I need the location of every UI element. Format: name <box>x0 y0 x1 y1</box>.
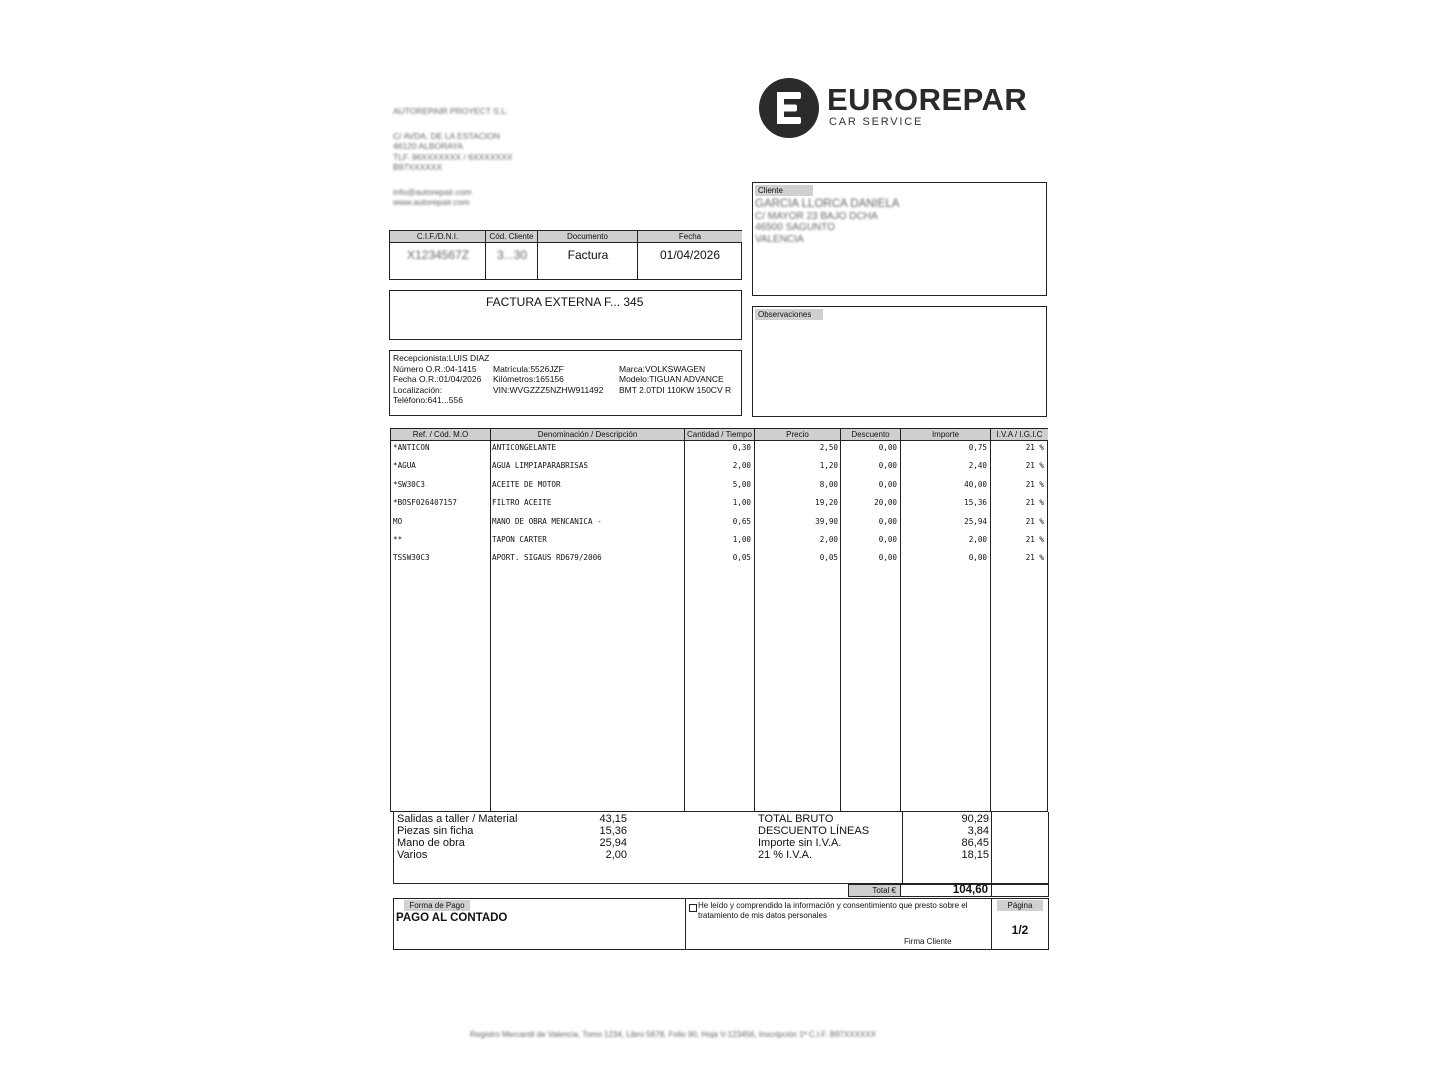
totals-value: 18,15 <box>961 849 989 861</box>
totals-label: Importe sin I.V.A. <box>758 837 842 849</box>
summary-row <box>397 849 627 861</box>
item-amount: 0,00 <box>968 553 987 563</box>
fecha-value: 01/04/2026 <box>659 248 721 262</box>
item-description: ACEITE DE MOTOR <box>492 479 561 489</box>
table-row <box>391 534 1048 548</box>
item-price: 2,00 <box>819 535 838 544</box>
item-description: APORT. SIGAUS RD679/2006 <box>492 553 602 563</box>
motor: BMT 2.0TDI 110KW 150CV R <box>619 384 732 395</box>
item-quantity: 1,00 <box>732 535 751 544</box>
invoice-title: FACTURA EXTERNA F... 345 <box>486 295 644 309</box>
header-precio: Precio <box>755 429 841 441</box>
summary-label: Mano de obra <box>397 837 465 849</box>
company-info <box>393 106 623 208</box>
summary-right-values <box>903 813 989 861</box>
header-cantidad: Cantidad / Tiempo <box>685 429 755 441</box>
table-row <box>391 552 1048 566</box>
item-discount: 0,00 <box>878 443 897 452</box>
header-descripcion: Denominación / Descripción <box>491 429 685 441</box>
item-quantity: 0,65 <box>732 516 751 526</box>
header-documento: Documento <box>538 231 638 243</box>
vehicle-box <box>389 350 742 416</box>
observaciones-box <box>752 306 1047 417</box>
summary-label: Piezas sin ficha <box>397 825 474 837</box>
item-description: FILTRO ACEITE <box>492 498 552 508</box>
consent-checkbox[interactable] <box>689 904 697 912</box>
document-info-table <box>389 230 742 280</box>
total-value: 104,60 <box>952 884 988 896</box>
item-discount: 0,00 <box>878 535 897 544</box>
table-row <box>391 497 1048 511</box>
header-fecha: Fecha <box>638 231 742 243</box>
summary-box <box>393 812 1049 884</box>
summary-left <box>397 813 627 861</box>
item-discount: 20,00 <box>874 498 897 508</box>
recepcionista: Recepcionista:LUIS DIAZ <box>393 353 490 363</box>
modelo: Modelo:TIGUAN ADVANCE <box>619 374 724 385</box>
item-quantity: 2,00 <box>732 461 751 471</box>
summary-value: 43,15 <box>599 813 627 825</box>
item-vat: 21 % <box>1025 498 1044 508</box>
item-ref: *AGUA <box>393 461 416 471</box>
item-amount: 2,00 <box>968 535 987 544</box>
summary-row <box>397 825 627 837</box>
item-price: 8,00 <box>819 479 838 489</box>
fecha-or: Fecha O.R.:01/04/2026 <box>393 374 482 385</box>
client-line: C/ MAYOR 23 BAJO DCHA <box>755 210 878 222</box>
item-vat: 21 % <box>1025 516 1044 526</box>
item-ref: ** <box>393 535 403 544</box>
consent-line-2: tratamiento de mis datos personales <box>698 911 827 920</box>
client-line: VALENCIA <box>755 233 804 245</box>
item-discount: 0,00 <box>878 516 897 526</box>
item-vat: 21 % <box>1025 479 1044 489</box>
totals-label: TOTAL BRUTO <box>758 813 834 825</box>
total-label: Total € <box>872 886 896 895</box>
item-amount: 2,40 <box>968 461 987 471</box>
item-ref: MO <box>393 516 403 526</box>
vin: VIN:WVGZZZ5NZHW911492 <box>493 384 604 395</box>
numero-or: Número O.R.:04-1415 <box>393 363 477 374</box>
table-row <box>391 460 1048 474</box>
item-quantity: 1,00 <box>732 498 751 508</box>
item-amount: 0,75 <box>968 443 987 452</box>
observaciones-label: Observaciones <box>755 309 823 320</box>
item-price: 0,05 <box>819 553 838 563</box>
summary-value: 25,94 <box>599 837 627 849</box>
eurorepar-logo-icon <box>757 76 821 140</box>
payment-label: Forma de Pago <box>404 900 470 911</box>
item-vat: 21 % <box>1025 443 1044 452</box>
total-value-box <box>900 884 992 897</box>
client-line: GARCIA LLORCA DANIELA <box>755 198 900 210</box>
company-line: info@autorepair.com <box>393 186 472 197</box>
client-box <box>752 182 1047 296</box>
totals-label: DESCUENTO LÍNEAS <box>758 825 870 837</box>
summary-label: Varios <box>397 849 428 861</box>
summary-label: Salidas a taller / Material <box>397 813 518 825</box>
item-ref: *ANTICON <box>393 443 430 452</box>
company-line: B97XXXXXX <box>393 162 443 172</box>
consent-box <box>685 898 992 950</box>
header-importe: Importe <box>901 429 991 441</box>
total-empty-box <box>991 884 1049 897</box>
client-address <box>755 199 899 245</box>
totals-value: 86,45 <box>961 837 989 849</box>
total-label-box <box>848 884 901 897</box>
item-discount: 0,00 <box>878 553 897 563</box>
totals-label: 21 % I.V.A. <box>758 849 813 861</box>
summary-row <box>397 837 627 849</box>
telefono: Teléfono:641...556 <box>393 395 463 406</box>
header-ref: Ref. / Cód. M.O <box>391 429 491 441</box>
vehicle-left-col <box>393 353 489 406</box>
summary-right-labels <box>758 813 869 861</box>
item-vat: 21 % <box>1025 461 1044 471</box>
totals-value: 90,29 <box>961 813 989 825</box>
item-vat: 21 % <box>1025 535 1044 544</box>
consent-line-1: He leído y comprendido la información y consentimiento que presto sobre el <box>698 901 968 910</box>
summary-value: 15,36 <box>599 825 627 837</box>
company-line: TLF. 96XXXXXXX / 6XXXXXXX <box>393 151 513 162</box>
company-line: AUTOREPAIR PROYECT S.L. <box>393 106 509 116</box>
item-discount: 0,00 <box>878 461 897 471</box>
item-description: AGUA LIMPIAPARABRISAS <box>492 461 589 471</box>
item-amount: 15,36 <box>964 498 987 508</box>
item-vat: 21 % <box>1025 553 1044 563</box>
summary-value: 2,00 <box>605 849 627 861</box>
item-ref: TSSW30C3 <box>393 553 430 563</box>
item-ref: *BOSF026407157 <box>393 498 458 508</box>
table-row <box>391 516 1048 530</box>
marca: Marca:VOLKSWAGEN <box>619 363 706 374</box>
kilometros: Kilómetros:165156 <box>493 374 564 385</box>
signature-label: Firma Cliente <box>904 937 952 946</box>
items-table <box>390 428 1048 812</box>
client-line: 46500 SAGUNTO <box>755 222 835 233</box>
vehicle-mid-col <box>493 364 603 396</box>
localizacion: Localización: <box>393 384 443 395</box>
vehicle-right-col <box>619 364 731 396</box>
documento-value: Factura <box>567 248 609 262</box>
header-iva: I.V.A / I.G.I.C <box>991 429 1048 441</box>
brand-name: EUROREPAR <box>827 82 1028 117</box>
client-label: Cliente <box>755 185 813 196</box>
item-description: ANTICONGELANTE <box>492 443 557 452</box>
footer-registry: Registro Mercantil de Valencia, Tomo 1234, Libro 5678, Folio 90, Hoja V-123456, Inscripción 1ª C.I.F. B97XXXXXX <box>470 1030 876 1039</box>
brand-sub: CAR SERVICE <box>829 116 924 128</box>
item-ref: *SW30C3 <box>393 479 426 489</box>
item-amount: 40,00 <box>964 479 987 489</box>
summary-row <box>397 813 627 825</box>
item-quantity: 5,00 <box>732 479 751 489</box>
item-price: 1,20 <box>819 461 838 471</box>
item-description: TAPON CARTER <box>492 535 547 544</box>
payment-value: PAGO AL CONTADO <box>396 912 508 924</box>
company-line: C/ AVDA. DE LA ESTACION <box>393 130 500 141</box>
item-price: 39,90 <box>815 516 838 526</box>
page-number: 1/2 <box>1011 923 1029 937</box>
item-amount: 25,94 <box>964 516 987 526</box>
cod-cliente-value: 3...30 <box>496 248 528 262</box>
header-descuento: Descuento <box>841 429 901 441</box>
page-box <box>991 898 1049 950</box>
payment-box <box>393 898 686 950</box>
invoice-title-box <box>389 290 742 340</box>
table-row <box>391 442 1048 456</box>
eurorepar-logo <box>757 76 1047 140</box>
item-description: MANO DE OBRA MENCANICA - <box>492 516 602 526</box>
matricula: Matrícula:5526JZF <box>493 363 564 374</box>
item-quantity: 0,05 <box>732 553 751 563</box>
company-line: 46120 ALBORAYA <box>393 141 464 151</box>
header-cod-cliente: Cód. Cliente <box>486 231 538 243</box>
item-discount: 0,00 <box>878 479 897 489</box>
item-quantity: 0,30 <box>732 443 751 452</box>
totals-value: 3,84 <box>967 825 989 837</box>
item-price: 2,50 <box>819 443 838 452</box>
item-price: 19,20 <box>815 498 838 508</box>
consent-text <box>698 901 990 921</box>
cif-value: X1234567Z <box>406 248 470 262</box>
company-line: www.autorepair.com <box>393 197 470 207</box>
page-label: Página <box>997 900 1043 911</box>
header-cif: C.I.F./D.N.I. <box>390 231 486 243</box>
table-row <box>391 479 1048 493</box>
